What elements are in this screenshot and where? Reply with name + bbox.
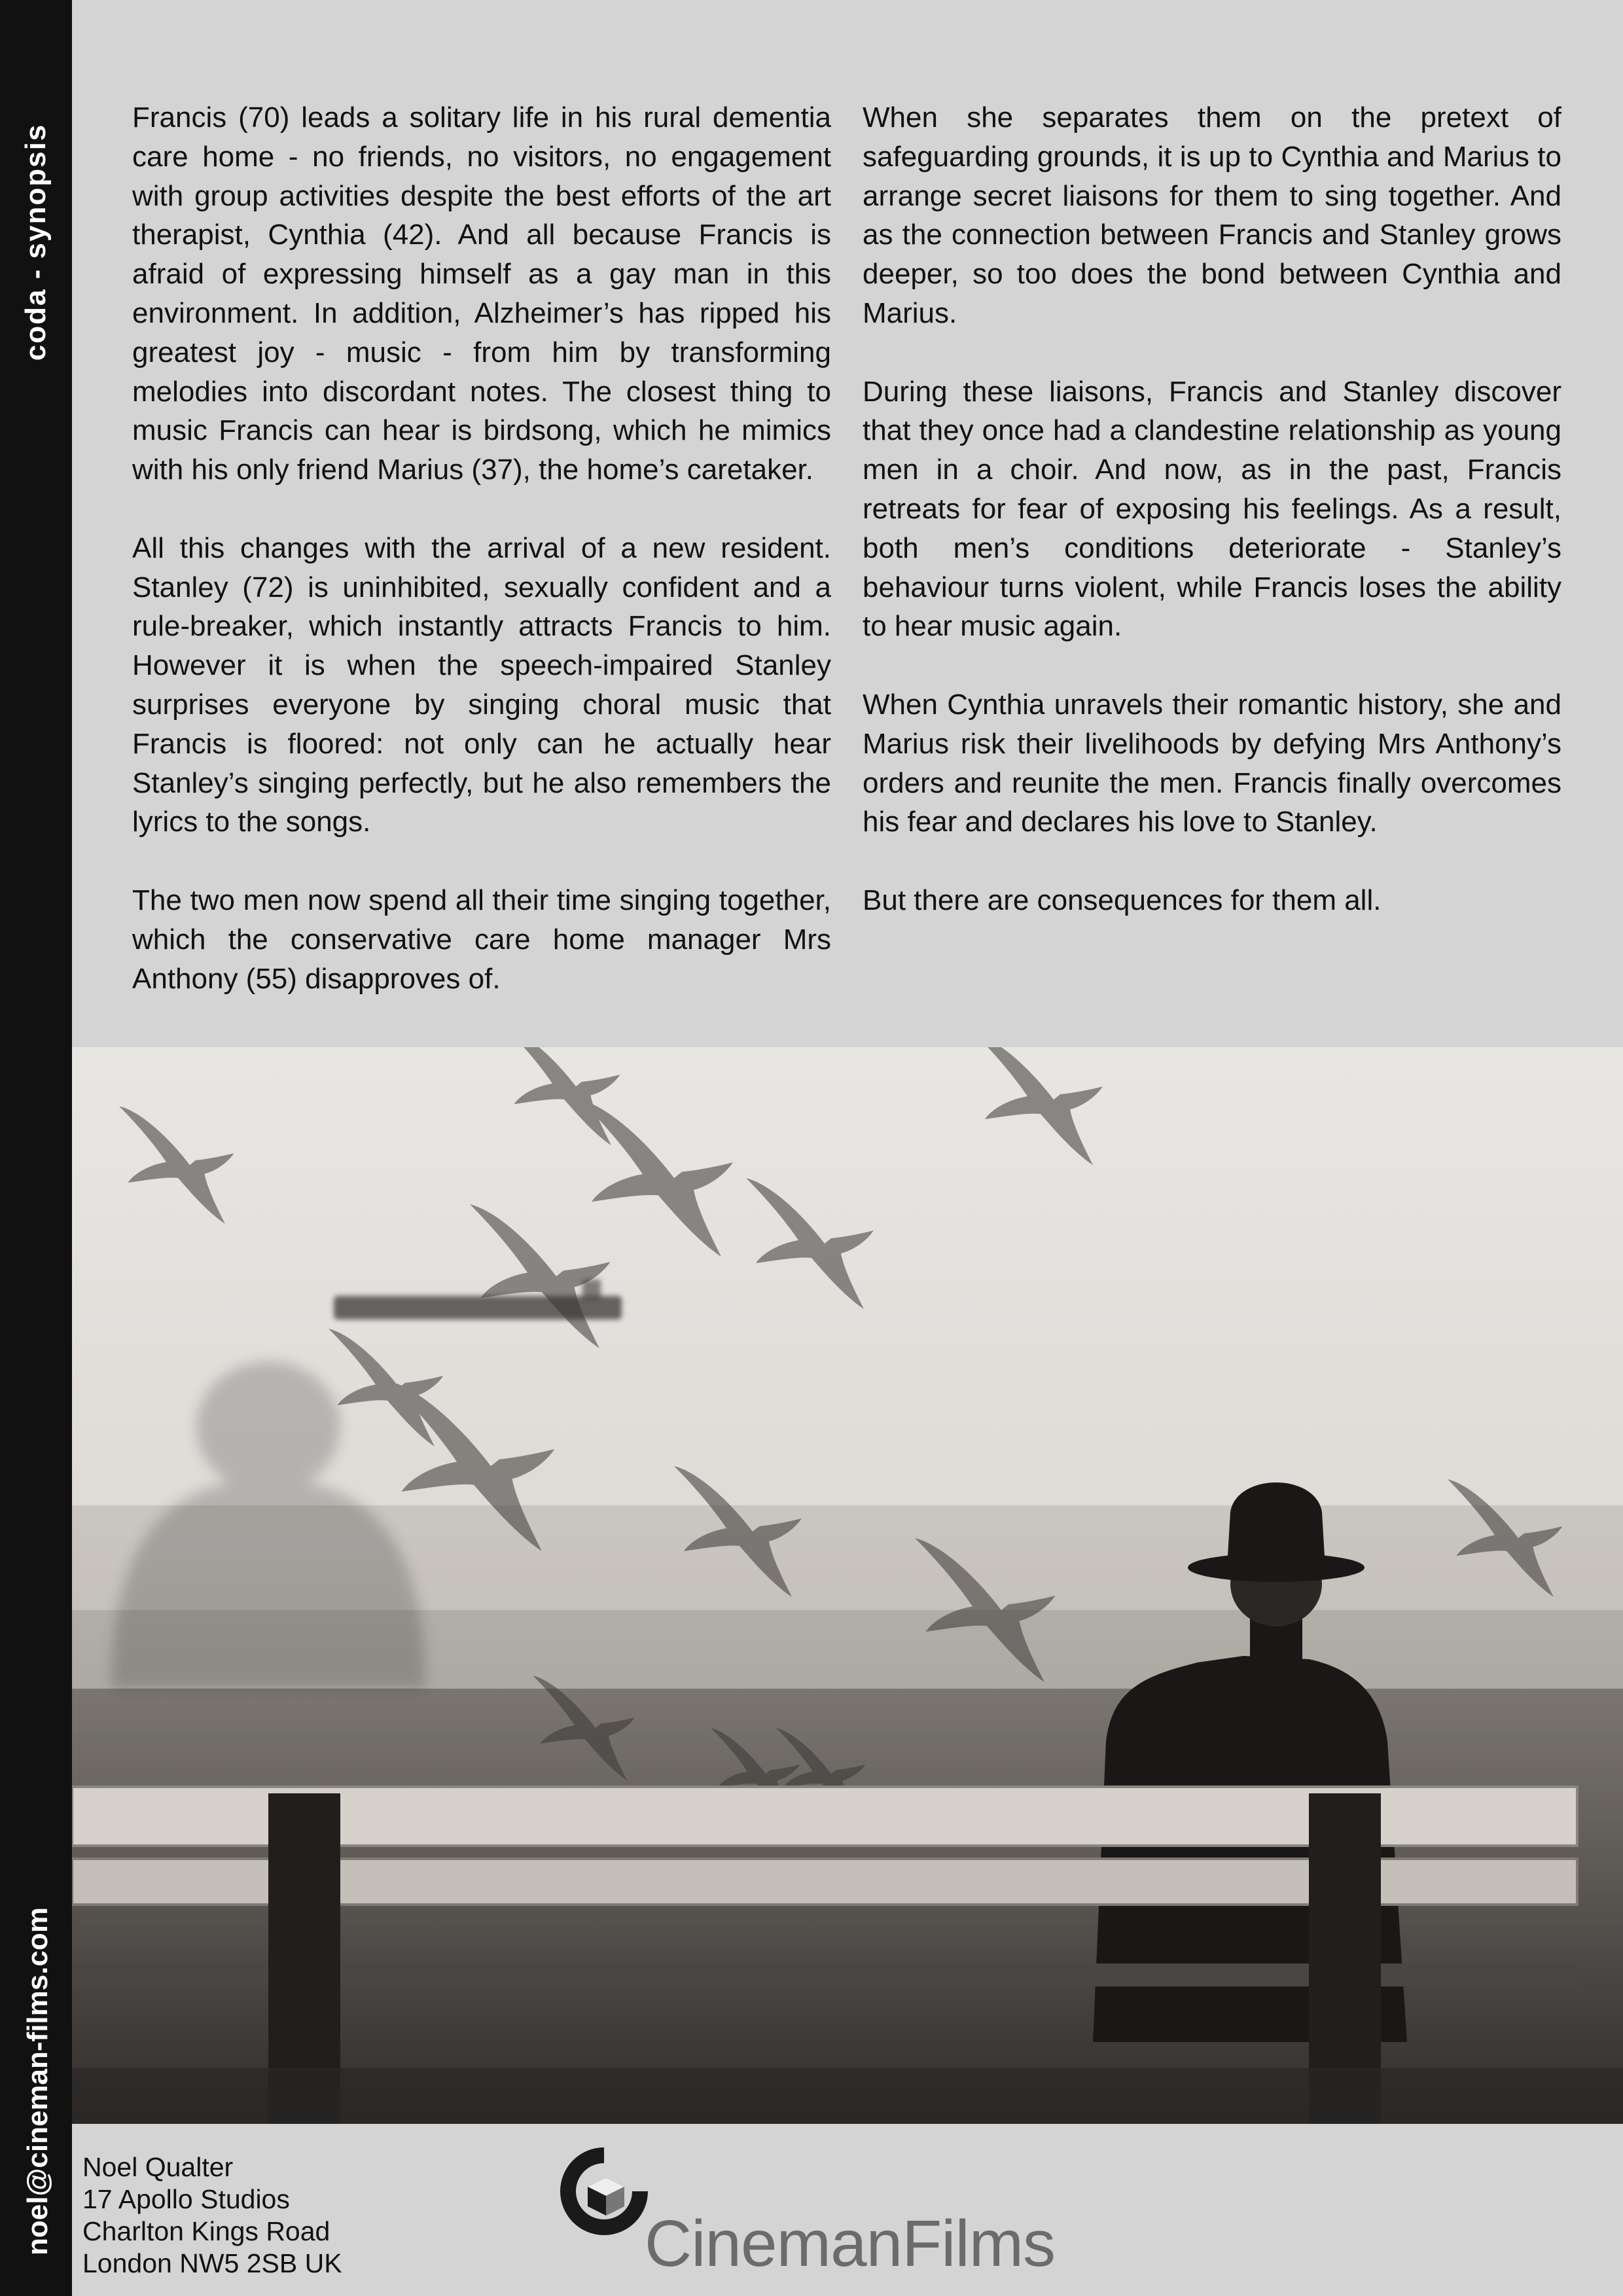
- bench-birds-photo: [72, 1047, 1623, 2124]
- synopsis-paragraph: But there are consequences for them all.: [863, 884, 1382, 916]
- address-line: 17 Apollo Studios: [82, 2184, 290, 2214]
- synopsis-left-column: [132, 98, 831, 1037]
- postal-address: [82, 2151, 342, 2280]
- contact-email: noel@cineman-films.com: [22, 1907, 54, 2255]
- synopsis-paragraph: When Cynthia unravels their romantic history, she and Marius risk their livelihoods by defying Mrs Anthony’s orders and reunite the men. Francis finally overcomes his fear and declares his love to Stanley.: [863, 688, 1561, 838]
- address-line: London NW5 2SB UK: [82, 2248, 342, 2278]
- section-title: coda - synopsis: [20, 123, 52, 361]
- synopsis-paragraph: Francis (70) leads a solitary life in his rural dementia care home - no friends, no visitors, no engagement with group activities despite the best efforts of the art therapist, Cynthia (42). And all because Francis is afraid of expressing himself as a gay man in this environment. In addition, Alzheimer’s has ripped his greatest joy - music - from him by transforming melodies into discordant notes. The closest thing to music Francis can hear is birdsong, which he mimics with his only friend Marius (37), the home’s caretaker.: [132, 101, 831, 486]
- synopsis-right-column: [863, 98, 1561, 960]
- footer: [72, 2124, 1623, 2296]
- cineman-films-logo-icon: [555, 2142, 653, 2240]
- synopsis-paragraph: All this changes with the arrival of a new resident. Stanley (72) is uninhibited, sexually confident and a rule-breaker, which instantly attracts Francis to him. However it is when the speech-impaired Stanley surprises everyone by singing choral music that Francis is floored: not only can he actually hear Stanley’s singing perfectly, but he also remembers the lyrics to the songs.: [132, 531, 831, 838]
- synopsis-paragraph: The two men now spend all their time singing together, which the conservative care home manager Mrs Anthony (55) disapproves of.: [132, 884, 831, 995]
- synopsis-panel: [72, 0, 1623, 1047]
- address-line: Charlton Kings Road: [82, 2216, 330, 2246]
- synopsis-paragraph: During these liaisons, Francis and Stanley discover that they once had a clandestine relationship as young men in a choir. And now, as in the past, Francis retreats for fear of exposing his feelings. As a result, both men’s conditions deteriorate - Stanley’s behaviour turns violent, while Francis loses the ability to hear music again.: [863, 375, 1561, 643]
- address-line: Noel Qualter: [82, 2152, 234, 2182]
- brand-wordmark: CinemanFilms: [645, 2207, 1056, 2280]
- sidebar: [0, 0, 72, 2296]
- synopsis-paragraph: When she separates them on the pretext of safeguarding grounds, it is up to Cynthia and Marius to arrange secret liaisons for them to sing together. And as the connection between Francis and Stanley grows deeper, so too does the bond between Cynthia and Marius.: [863, 101, 1561, 329]
